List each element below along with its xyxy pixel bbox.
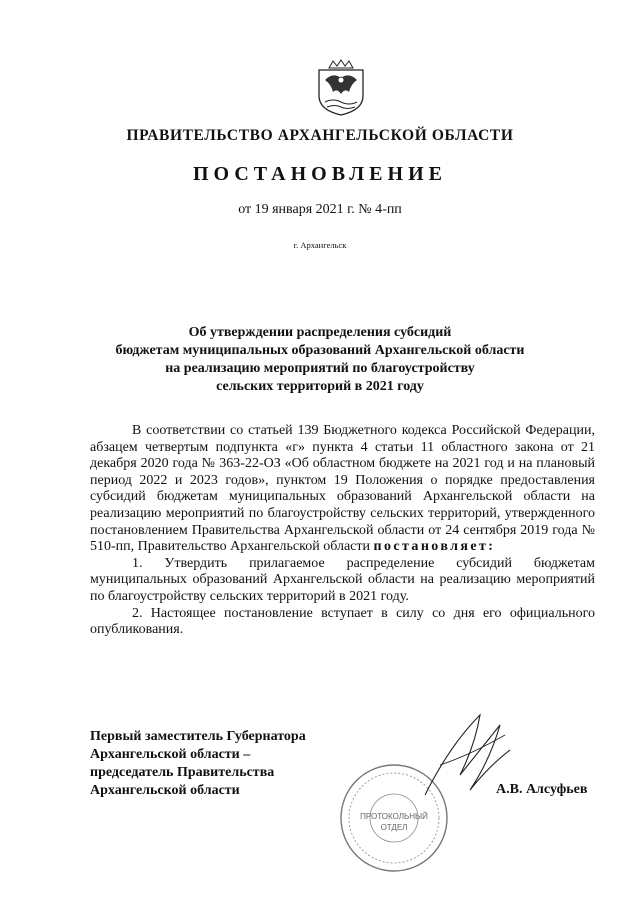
city: г. Архангельск xyxy=(293,240,347,250)
signer-line: Первый заместитель Губернатора xyxy=(90,729,306,744)
signer-line: Архангельской области xyxy=(90,783,240,798)
document-body xyxy=(90,423,595,639)
preamble-text: В соответствии со статьей 139 Бюджетного кодекса Российской Федерации, абзацем четвертым подпункта «г» пункта 4 статьи 11 областного закона от 21 декабря 2020 года № 363-22-ОЗ «Об областном бюджете на 2021 год и на плановый период 2022 и 2023 годов», пунктом 19 Положения о порядке предоставления субсидий бюджетам муниципальных образований Архангельской области на реализацию мероприятий по благоустройству сельских территорий, утвержденного постановлением Правительства Архангельской области от 24 сентября 2019 года № 510-пп, Правительство Архангельской области xyxy=(90,423,595,555)
decree-colon: : xyxy=(488,539,496,555)
title-line: бюджетам муниципальных образований Архангельской области xyxy=(115,343,525,358)
document-title xyxy=(0,324,640,396)
item-1: 1. Утвердить прилагаемое распределение субсидий бюджетам муниципальных образований Архангельской области на реализацию мероприятий по благоустройству сельских территорий в 2021 году. xyxy=(90,555,595,604)
date-number: от 19 января 2021 г. № 4-пп xyxy=(238,202,402,217)
decree-word: постановляет xyxy=(373,539,489,555)
signer-position xyxy=(90,728,306,800)
title-line: Об утверждении распределения субсидий xyxy=(188,325,452,340)
stamp-text-line: ПРОТОКОЛЬНЫЙ xyxy=(360,812,428,821)
title-line: сельских территорий в 2021 году xyxy=(216,379,424,394)
preamble-paragraph xyxy=(90,423,595,556)
government-name: ПРАВИТЕЛЬСТВО АРХАНГЕЛЬСКОЙ ОБЛАСТИ xyxy=(126,127,514,144)
title-line: на реализацию мероприятий по благоустройству xyxy=(165,361,475,376)
signer-name: А.В. Алсуфьев xyxy=(496,782,588,797)
signer-line: Архангельской области – xyxy=(90,747,251,762)
coat-of-arms-emblem xyxy=(315,58,367,116)
document-type: ПОСТАНОВЛЕНИЕ xyxy=(193,163,447,185)
signer-line: председатель Правительства xyxy=(90,765,275,780)
item-2: 2. Настоящее постановление вступает в силу со дня его официального опубликования. xyxy=(90,605,595,638)
stamp-text-line: ОТДЕЛ xyxy=(380,823,408,832)
